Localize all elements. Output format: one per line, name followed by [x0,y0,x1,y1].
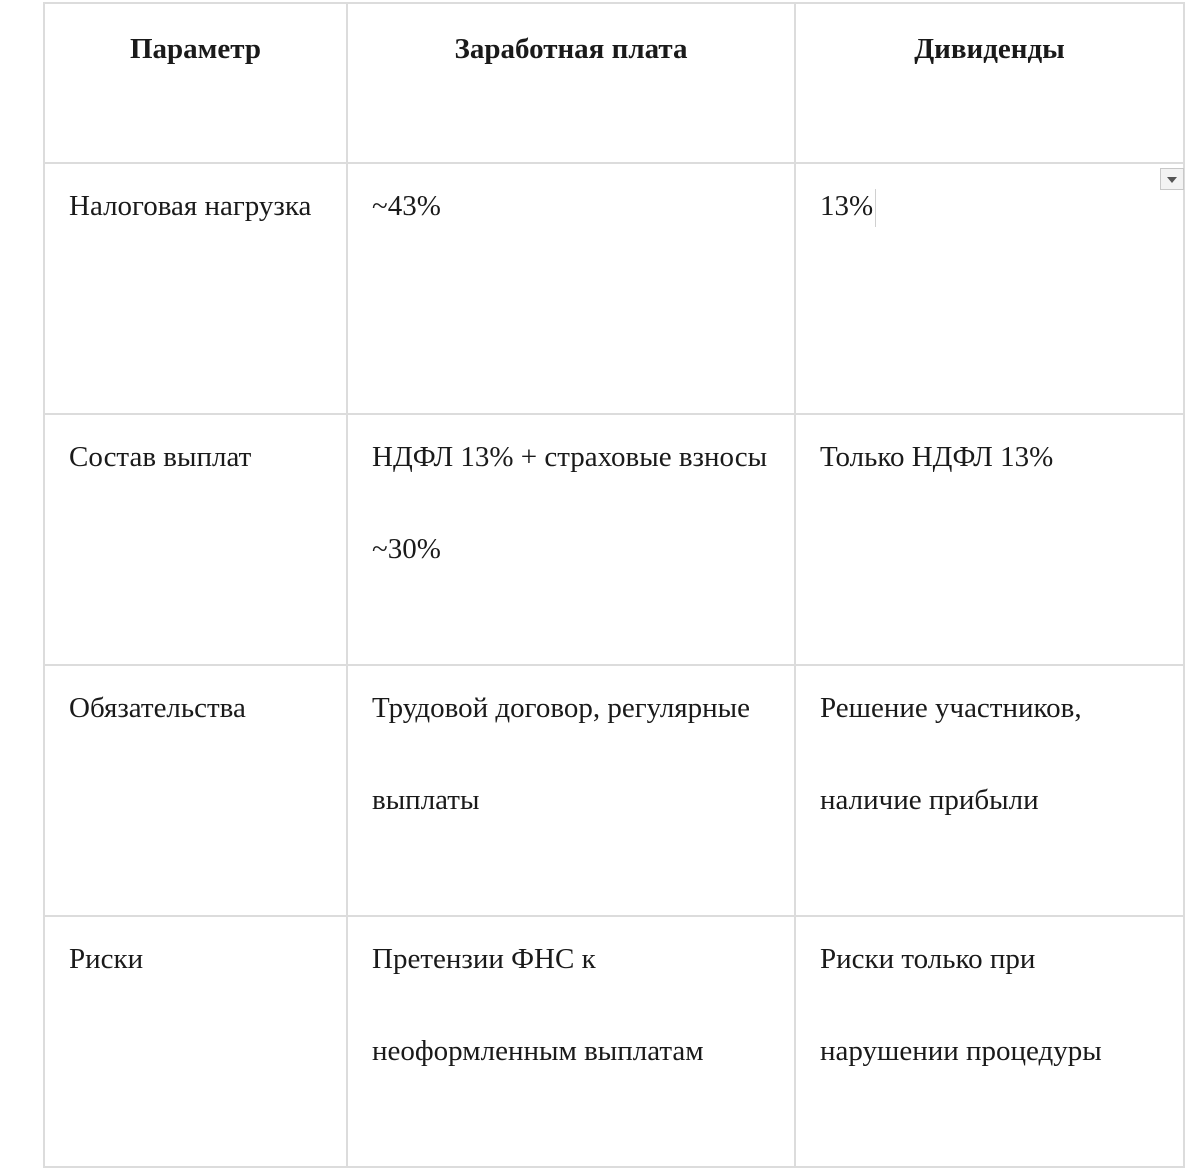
cell-text: Только НДФЛ 13% [820,441,1054,473]
comparison-table [43,2,1185,1168]
cell-dividends[interactable] [795,163,1184,414]
cell-param [44,916,347,1167]
cell-salary [347,665,795,916]
cell-text-editing[interactable] [820,160,1159,252]
cell-dividends [795,665,1184,916]
cell-param [44,163,347,414]
cell-text: Риски только при нарушении процедуры [820,943,1102,1067]
header-parameter: Параметр [44,3,347,163]
cell-text: Трудовой договор, регулярные выплаты [372,692,751,816]
table-row [44,163,1184,414]
cell-text: Решение участников, наличие прибыли [820,692,1082,816]
cell-text: Налоговая нагрузка [69,190,312,222]
table-header-row [44,3,1184,163]
chevron-down-icon[interactable] [1160,168,1184,190]
cell-text: Состав выплат [69,441,252,473]
header-salary: Заработная плата [347,3,795,163]
cell-text: ~43% [372,190,441,222]
cell-salary [347,414,795,665]
table-row [44,414,1184,665]
cell-dividends [795,414,1184,665]
header-dividends: Дивиденды [795,3,1184,163]
cell-text: Риски [69,943,144,975]
table-row [44,665,1184,916]
cell-value: 13% [820,190,874,222]
cell-param [44,665,347,916]
cell-dividends [795,916,1184,1167]
cell-salary [347,163,795,414]
cell-text: Претензии ФНС к неоформленным выплатам [372,943,704,1067]
table-row [44,916,1184,1167]
cell-salary [347,916,795,1167]
cell-param [44,414,347,665]
cell-text: НДФЛ 13% + страховые взносы ~30% [372,441,768,565]
cell-text: Обязательства [69,692,246,724]
text-caret [875,189,876,227]
